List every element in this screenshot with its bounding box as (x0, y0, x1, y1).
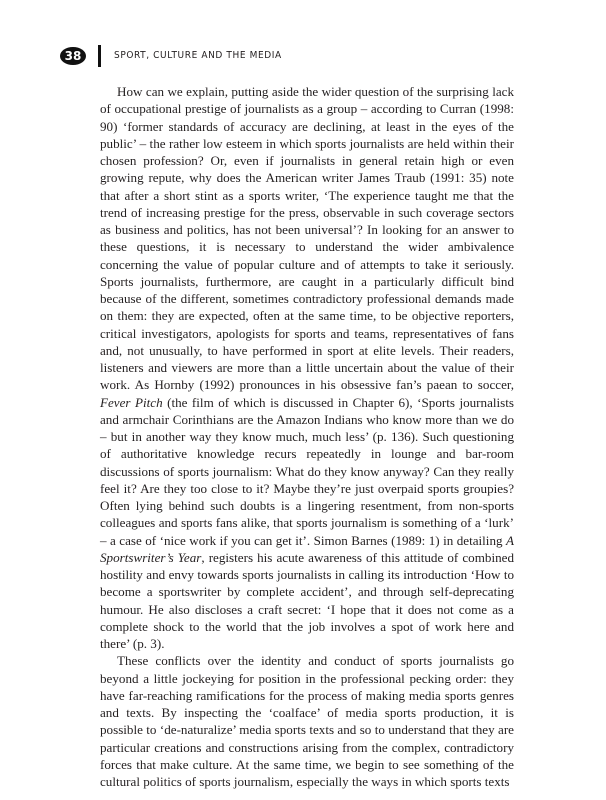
book-title-fever-pitch: Fever Pitch (100, 394, 163, 410)
page-number-badge: 38 (60, 47, 86, 65)
paragraph-1-part-3: , registers his acute awareness of this attitude of combined hostility and envy towards sports journalists in calling its introduction ‘How to become a sportswriter by complete accident’, and through self-deprecating humour. He also discloses a craft secret: ‘I hope that it does not come as a complete shock to the world that the job involves a spot of work here and there’ (p. 3). (100, 549, 514, 651)
paragraph-2: These conflicts over the identity and conduct of sports journalists go beyond a little jockeying for position in the professional pecking order: they have far-reaching ramifications for the process of making media sports genres and texts. By inspecting the ‘coalface’ of media sports production, it is possible to ‘de-naturalize’ media sports texts and so to understand that they are particular creations and constructions arising from the complex, contradictory forces that make culture. At the same time, we begin to see something of the cultural politics of sports journalism, especially the ways in which sports texts (100, 653, 514, 789)
paragraph-1 (100, 83, 514, 652)
paragraph-1-part-2: (the film of which is discussed in Chapter 6), ‘Sports journalists and armchair Corinthians are the Amazon Indians who know more than we do – but in another way they know much, much less’ (p. 136). Such questioning of authoritative knowledge recurs repeatedly in lounge and bar-room discussions of sports journalism: What do they know anyway? Can they really feel it? Are they too close to it? Maybe they’re just overpaid sports groupies? Often lying behind such doubts is a lingering resentment, from non-sports colleagues and sports fans alike, that sports journalism is something of a ‘lurk’ – a case of ‘nice work if you can get it’. Simon Barnes (1989: 1) in detailing (100, 394, 515, 548)
body-text (100, 83, 514, 790)
header-divider (98, 45, 101, 67)
paragraph-1-part-1: How can we explain, putting aside the wider question of the surprising lack of occupational prestige of journalists as a group – according to Curran (1998: 90) ‘former standards of accuracy are declining, at least in the eyes of the public’ – the rather low esteem in which sports journalists are held within their chosen profession? Or, even if journalists in general retain high or even growing repute, why does the American writer James Traub (1991: 35) note that after a short stint as a sports writer, ‘The experience taught me that the trend of increasing prestige for the press, observable in such coverage sectors as business and politics, has not been universal’? In looking for an answer to these questions, it is necessary to understand the wider ambivalence concerning the value of popular culture and of attempts to take it seriously. Sports journalists, furthermore, are caught in a particularly difficult bind because of the different, sometimes contradictory professional demands made on them: they are expected, often at the same time, to be objective reporters, critical investigators, apologists for sports and teams, representatives of fans and, not unusually, to have performed in sport at elite levels. Their readers, listeners and viewers are more than a little uncertain about the value of their work. As Hornby (1992) pronounces in his obsessive fan’s paean to soccer, (100, 84, 514, 393)
running-header (60, 45, 530, 69)
book-title-sportswriters-year: A Sportswriter’s Year (100, 532, 514, 565)
running-title: SPORT, CULTURE AND THE MEDIA (114, 50, 282, 61)
